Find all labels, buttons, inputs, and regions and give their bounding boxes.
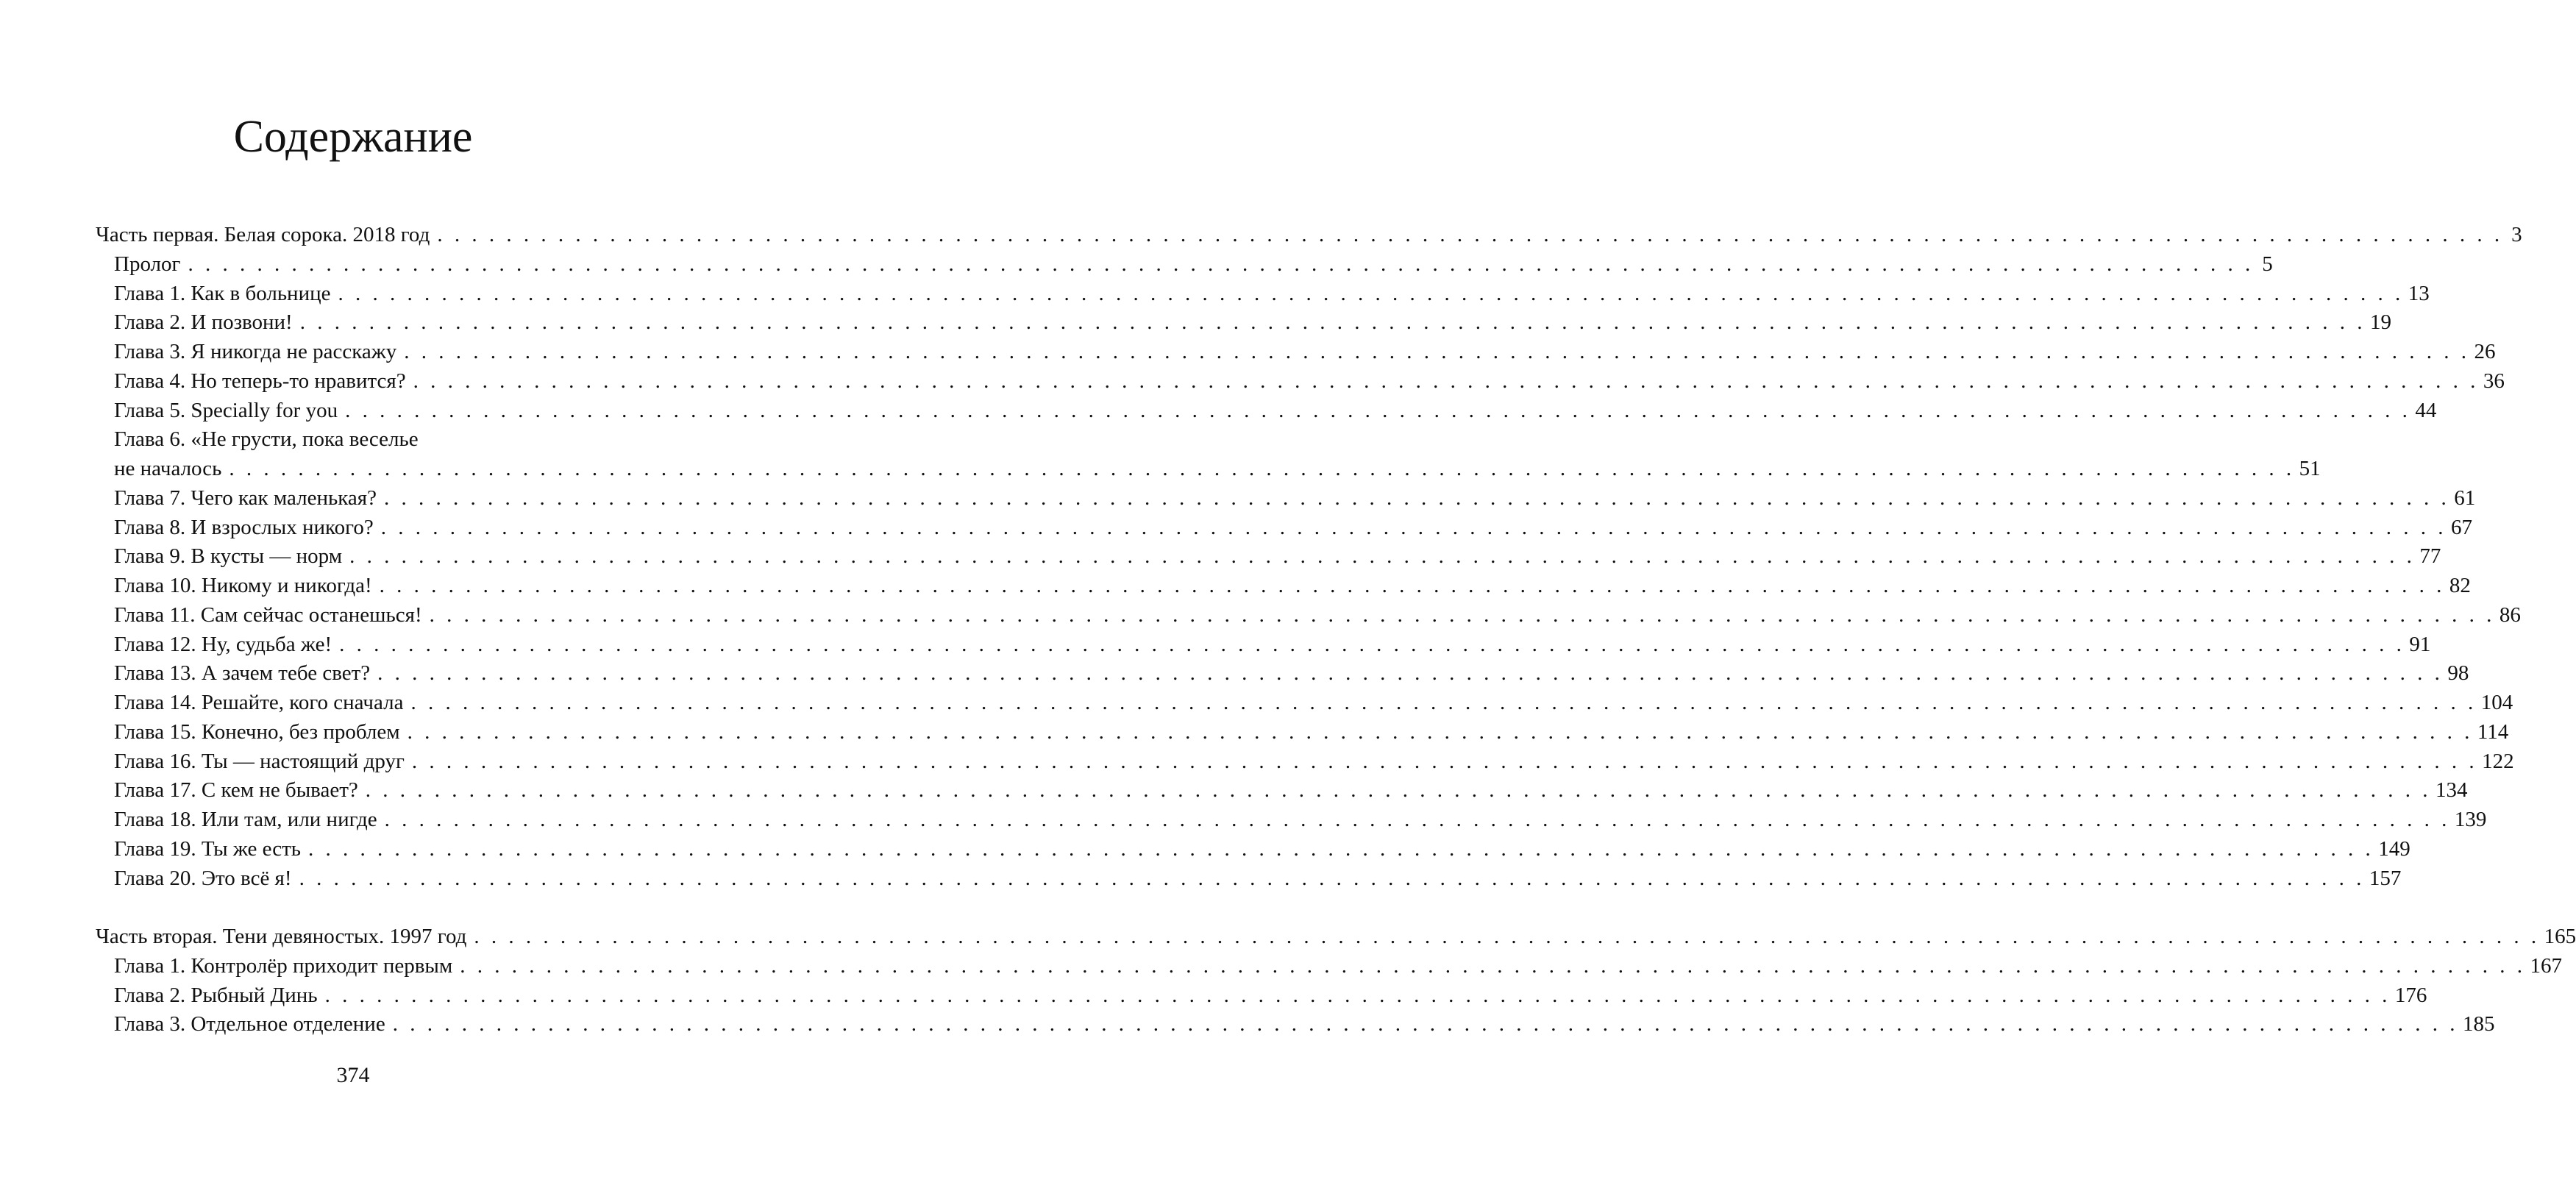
dot-leader: . . . . . . . . . . . . . . . . . . . . . . . . . . . . . . . . . . . . . . . . . . . . . . . . . . . . . . . . . . . . . . . . . . . . . . . . . . . . . . . . . . . . . . . . . . . . . . . . . . . . . . . . . . . . . . . . . . . . . . . . <box>437 223 2503 246</box>
entry-page-number: 185 <box>2462 1012 2495 1036</box>
entry-page-number: 61 <box>2454 486 2476 510</box>
toc-entry <box>96 952 2562 981</box>
entry-title: Часть вторая. Тени девяностых. 1997 год <box>96 925 467 948</box>
toc-entry <box>96 981 2427 1011</box>
entry-page-number: 139 <box>2454 808 2487 831</box>
entry-title: Глава 20. Это всё я! <box>114 866 292 890</box>
entry-page-number: 176 <box>2394 983 2427 1007</box>
entry-page-number: 86 <box>2499 602 2521 627</box>
entry-title: Глава 8. И взрослых никого? <box>114 515 374 539</box>
entry-page-number: 165 <box>2544 925 2576 948</box>
toc-entry <box>96 308 2391 338</box>
toc-entry <box>96 542 2441 572</box>
toc-entry <box>96 397 2437 426</box>
entry-page-number: 67 <box>2450 515 2472 539</box>
entry-page-number: 19 <box>2369 310 2391 335</box>
entry-title: Глава 6. «Не грусти, пока веселье <box>114 427 419 452</box>
entry-title: не началось <box>114 457 222 480</box>
entry-page-number: 5 <box>2262 252 2273 276</box>
entry-title: Глава 18. Или там, или нигде <box>114 808 377 831</box>
dot-leader: . . . . . . . . . . . . . . . . . . . . . . . . . . . . . . . . . . . . . . . . . . . . . . . . . . . . . . . . . . . . . . . . . . . . . . . . . . . . . . . . . . . . . . . . . . . . . . . . . . . . . . . . . . . . . . . . . . . . . . . . <box>411 749 2478 773</box>
entry-title: Глава 5. Specially for you <box>114 398 338 422</box>
entry-page-number: 157 <box>2369 866 2402 890</box>
dot-leader: . . . . . . . . . . . . . . . . . . . . . . . . . . . . . . . . . . . . . . . . . . . . . . . . . . . . . . . . . . . . . . . . . . . . . . . . . . . . . . . . . . . . . . . . . . . . . . . . . . . . . . . . . . . . . . . . . . . . . . . . <box>299 310 2366 335</box>
toc-entry <box>96 864 2402 894</box>
entry-title: Глава 2. Рыбный Динь <box>114 983 318 1007</box>
entry-title: Глава 19. Ты же есть <box>114 836 302 861</box>
toc-entry-continuation <box>96 455 2321 484</box>
page-title: Содержание <box>233 112 473 162</box>
dot-leader: . . . . . . . . . . . . . . . . . . . . . . . . . . . . . . . . . . . . . . . . . . . . . . . . . . . . . . . . . . . . . . . . . . . . . . . . . . . . . . . . . . . . . . . . . . . . . . . . . . . . . . . . . . . . . . . . . . . . . . . . <box>339 632 2405 656</box>
entry-title: Пролог <box>114 252 181 276</box>
dot-leader: . . . . . . . . . . . . . . . . . . . . . . . . . . . . . . . . . . . . . . . . . . . . . . . . . . . . . . . . . . . . . . . . . . . . . . . . . . . . . . . . . . . . . . . . . . . . . . . . . . . . . . . . . . . . . . . . . . . . . . . . <box>392 1012 2458 1036</box>
dot-leader: . . . . . . . . . . . . . . . . . . . . . . . . . . . . . . . . . . . . . . . . . . . . . . . . . . . . . . . . . . . . . . . . . . . . . . . . . . . . . . . . . . . . . . . . . . . . . . . . . . . . . . . . . . . . . . . . . . . . . . . . <box>349 544 2416 569</box>
dot-leader: . . . . . . . . . . . . . . . . . . . . . . . . . . . . . . . . . . . . . . . . . . . . . . . . . . . . . . . . . . . . . . . . . . . . . . . . . . . . . . . . . . . . . . . . . . . . . . . . . . . . . . . . . . . . . . . . . . . . . . . . <box>474 925 2540 948</box>
dot-leader: . . . . . . . . . . . . . . . . . . . . . . . . . . . . . . . . . . . . . . . . . . . . . . . . . . . . . . . . . . . . . . . . . . . . . . . . . . . . . . . . . . . . . . . . . . . . . . . . . . . . . . . . . . . . . . . . . . . . . . . . <box>379 574 2445 597</box>
dot-leader: . . . . . . . . . . . . . . . . . . . . . . . . . . . . . . . . . . . . . . . . . . . . . . . . . . . . . . . . . . . . . . . . . . . . . . . . . . . . . . . . . . . . . . . . . . . . . . . . . . . . . . . . . . . . . . . . . . . . . . . . <box>429 602 2495 627</box>
toc-entry <box>96 776 2468 806</box>
entry-title: Глава 16. Ты — настоящий друг <box>114 749 405 773</box>
dot-leader: . . . . . . . . . . . . . . . . . . . . . . . . . . . . . . . . . . . . . . . . . . . . . . . . . . . . . . . . . . . . . . . . . . . . . . . . . . . . . . . . . . . . . . . . . . . . . . . . . . . . . . . . . . . . . . . . . . . . . . . . <box>380 515 2447 539</box>
dot-leader: . . . . . . . . . . . . . . . . . . . . . . . . . . . . . . . . . . . . . . . . . . . . . . . . . . . . . . . . . . . . . . . . . . . . . . . . . . . . . . . . . . . . . . . . . . . . . . . . . . . . . . . . . . . . . . . . . . . . . . . . <box>410 691 2477 714</box>
dot-leader: . . . . . . . . . . . . . . . . . . . . . . . . . . . . . . . . . . . . . . . . . . . . . . . . . . . . . . . . . . . . . . . . . . . . . . . . . . . . . . . . . . . . . . . . . . . . . . . . . . . . . . . . . . . . . . . . . . . . . . . . <box>345 398 2411 422</box>
toc-entry <box>96 280 2430 309</box>
toc-entry <box>96 484 2476 513</box>
entry-title: Глава 11. Сам сейчас останешься! <box>114 602 422 627</box>
dot-leader: . . . . . . . . . . . . . . . . . . . . . . . . . . . . . . . . . . . . . . . . . . . . . . . . . . . . . . . . . . . . . . . . . . . . . . . . . . . . . . . . . . . . . . . . . . . . . . . . . . . . . . . . . . . . . . . . . . . . . . . . <box>308 836 2374 861</box>
entry-page-number: 104 <box>2480 691 2513 714</box>
toc-entry <box>96 630 2431 660</box>
entry-page-number: 91 <box>2409 632 2431 656</box>
toc-entry <box>96 513 2472 543</box>
entry-page-number: 26 <box>2474 340 2496 363</box>
entry-title: Глава 9. В кусты — норм <box>114 544 343 569</box>
entry-page-number: 77 <box>2419 544 2441 569</box>
toc-entry <box>96 806 2487 835</box>
dot-leader: . . . . . . . . . . . . . . . . . . . . . . . . . . . . . . . . . . . . . . . . . . . . . . . . . . . . . . . . . . . . . . . . . . . . . . . . . . . . . . . . . . . . . . . . . . . . . . . . . . . . . . . . . . . . . . . . . . . . . . . . <box>188 252 2254 276</box>
dot-leader: . . . . . . . . . . . . . . . . . . . . . . . . . . . . . . . . . . . . . . . . . . . . . . . . . . . . . . . . . . . . . . . . . . . . . . . . . . . . . . . . . . . . . . . . . . . . . . . . . . . . . . . . . . . . . . . . . . . . . . . . <box>413 369 2479 393</box>
section-spacer <box>96 893 611 922</box>
toc-entry <box>96 1010 2495 1039</box>
entry-title: Глава 7. Чего как маленькая? <box>114 486 377 510</box>
entry-title: Глава 12. Ну, судьба же! <box>114 632 332 656</box>
entry-page-number: 122 <box>2482 749 2514 773</box>
entry-title: Глава 17. С кем не бывает? <box>114 778 358 803</box>
toc-entry <box>96 835 2410 864</box>
dot-leader: . . . . . . . . . . . . . . . . . . . . . . . . . . . . . . . . . . . . . . . . . . . . . . . . . . . . . . . . . . . . . . . . . . . . . . . . . . . . . . . . . . . . . . . . . . . . . . . . . . . . . . . . . . . . . . . . . . . . . . . . <box>407 719 2473 744</box>
entry-title: Глава 4. Но теперь-то нравится? <box>114 369 406 393</box>
entry-page-number: 149 <box>2378 836 2410 861</box>
dot-leader: . . . . . . . . . . . . . . . . . . . . . . . . . . . . . . . . . . . . . . . . . . . . . . . . . . . . . . . . . . . . . . . . . . . . . . . . . . . . . . . . . . . . . . . . . . . . . . . . . . . . . . . . . . . . . . . . . . . . . . . . <box>384 808 2450 831</box>
entry-page-number: 3 <box>2511 223 2522 246</box>
dot-leader: . . . . . . . . . . . . . . . . . . . . . . . . . . . . . . . . . . . . . . . . . . . . . . . . . . . . . . . . . . . . . . . . . . . . . . . . . . . . . . . . . . . . . . . . . . . . . . . . . . . . . . . . . . . . . . . . . . . . . . . . <box>229 457 2295 480</box>
entry-title: Часть первая. Белая сорока. 2018 год <box>96 223 430 246</box>
table-of-contents <box>96 221 2576 1039</box>
entry-title: Глава 13. А зачем тебе свет? <box>114 661 371 686</box>
dot-leader: . . . . . . . . . . . . . . . . . . . . . . . . . . . . . . . . . . . . . . . . . . . . . . . . . . . . . . . . . . . . . . . . . . . . . . . . . . . . . . . . . . . . . . . . . . . . . . . . . . . . . . . . . . . . . . . . . . . . . . . . <box>460 953 2526 978</box>
entry-title: Глава 2. И позвони! <box>114 310 293 335</box>
dot-leader: . . . . . . . . . . . . . . . . . . . . . . . . . . . . . . . . . . . . . . . . . . . . . . . . . . . . . . . . . . . . . . . . . . . . . . . . . . . . . . . . . . . . . . . . . . . . . . . . . . . . . . . . . . . . . . . . . . . . . . . . <box>324 983 2391 1007</box>
toc-entry <box>96 338 2496 367</box>
entry-page-number: 98 <box>2447 661 2469 686</box>
toc-entry <box>96 601 2521 630</box>
entry-title: Глава 3. Отдельное отделение <box>114 1012 385 1036</box>
entry-page-number: 51 <box>2299 457 2321 480</box>
toc-part-heading <box>96 922 2576 952</box>
entry-page-number: 13 <box>2408 281 2430 305</box>
toc-part-heading <box>96 221 2522 250</box>
entry-page-number: 167 <box>2530 953 2562 978</box>
entry-page-number: 114 <box>2477 719 2509 744</box>
entry-title: Глава 10. Никому и никогда! <box>114 574 372 597</box>
toc-entry <box>96 689 2513 718</box>
toc-entry <box>96 367 2505 397</box>
entry-page-number: 36 <box>2483 369 2505 393</box>
toc-entry <box>96 659 2469 689</box>
page-number: 374 <box>336 1063 370 1087</box>
entry-page-number: 134 <box>2436 778 2468 803</box>
dot-leader: . . . . . . . . . . . . . . . . . . . . . . . . . . . . . . . . . . . . . . . . . . . . . . . . . . . . . . . . . . . . . . . . . . . . . . . . . . . . . . . . . . . . . . . . . . . . . . . . . . . . . . . . . . . . . . . . . . . . . . . . <box>377 661 2444 686</box>
toc-entry <box>96 718 2509 747</box>
entry-page-number: 44 <box>2415 398 2437 422</box>
dot-leader: . . . . . . . . . . . . . . . . . . . . . . . . . . . . . . . . . . . . . . . . . . . . . . . . . . . . . . . . . . . . . . . . . . . . . . . . . . . . . . . . . . . . . . . . . . . . . . . . . . . . . . . . . . . . . . . . . . . . . . . . <box>404 340 2470 363</box>
entry-page-number: 82 <box>2449 574 2471 597</box>
toc-entry <box>96 425 611 455</box>
dot-leader: . . . . . . . . . . . . . . . . . . . . . . . . . . . . . . . . . . . . . . . . . . . . . . . . . . . . . . . . . . . . . . . . . . . . . . . . . . . . . . . . . . . . . . . . . . . . . . . . . . . . . . . . . . . . . . . . . . . . . . . . <box>365 778 2432 803</box>
entry-title: Глава 1. Как в больнице <box>114 281 331 305</box>
entry-title: Глава 15. Конечно, без проблем <box>114 719 400 744</box>
toc-entry <box>96 250 2273 280</box>
toc-entry <box>96 572 2471 601</box>
entry-title: Глава 1. Контролёр приходит первым <box>114 953 453 978</box>
dot-leader: . . . . . . . . . . . . . . . . . . . . . . . . . . . . . . . . . . . . . . . . . . . . . . . . . . . . . . . . . . . . . . . . . . . . . . . . . . . . . . . . . . . . . . . . . . . . . . . . . . . . . . . . . . . . . . . . . . . . . . . . <box>383 486 2450 510</box>
dot-leader: . . . . . . . . . . . . . . . . . . . . . . . . . . . . . . . . . . . . . . . . . . . . . . . . . . . . . . . . . . . . . . . . . . . . . . . . . . . . . . . . . . . . . . . . . . . . . . . . . . . . . . . . . . . . . . . . . . . . . . . . <box>338 281 2404 305</box>
entry-title: Глава 14. Решайте, кого сначала <box>114 691 404 714</box>
toc-entry <box>96 747 2514 777</box>
entry-title: Глава 3. Я никогда не расскажу <box>114 340 397 363</box>
dot-leader: . . . . . . . . . . . . . . . . . . . . . . . . . . . . . . . . . . . . . . . . . . . . . . . . . . . . . . . . . . . . . . . . . . . . . . . . . . . . . . . . . . . . . . . . . . . . . . . . . . . . . . . . . . . . . . . . . . . . . . . . <box>299 866 2365 890</box>
